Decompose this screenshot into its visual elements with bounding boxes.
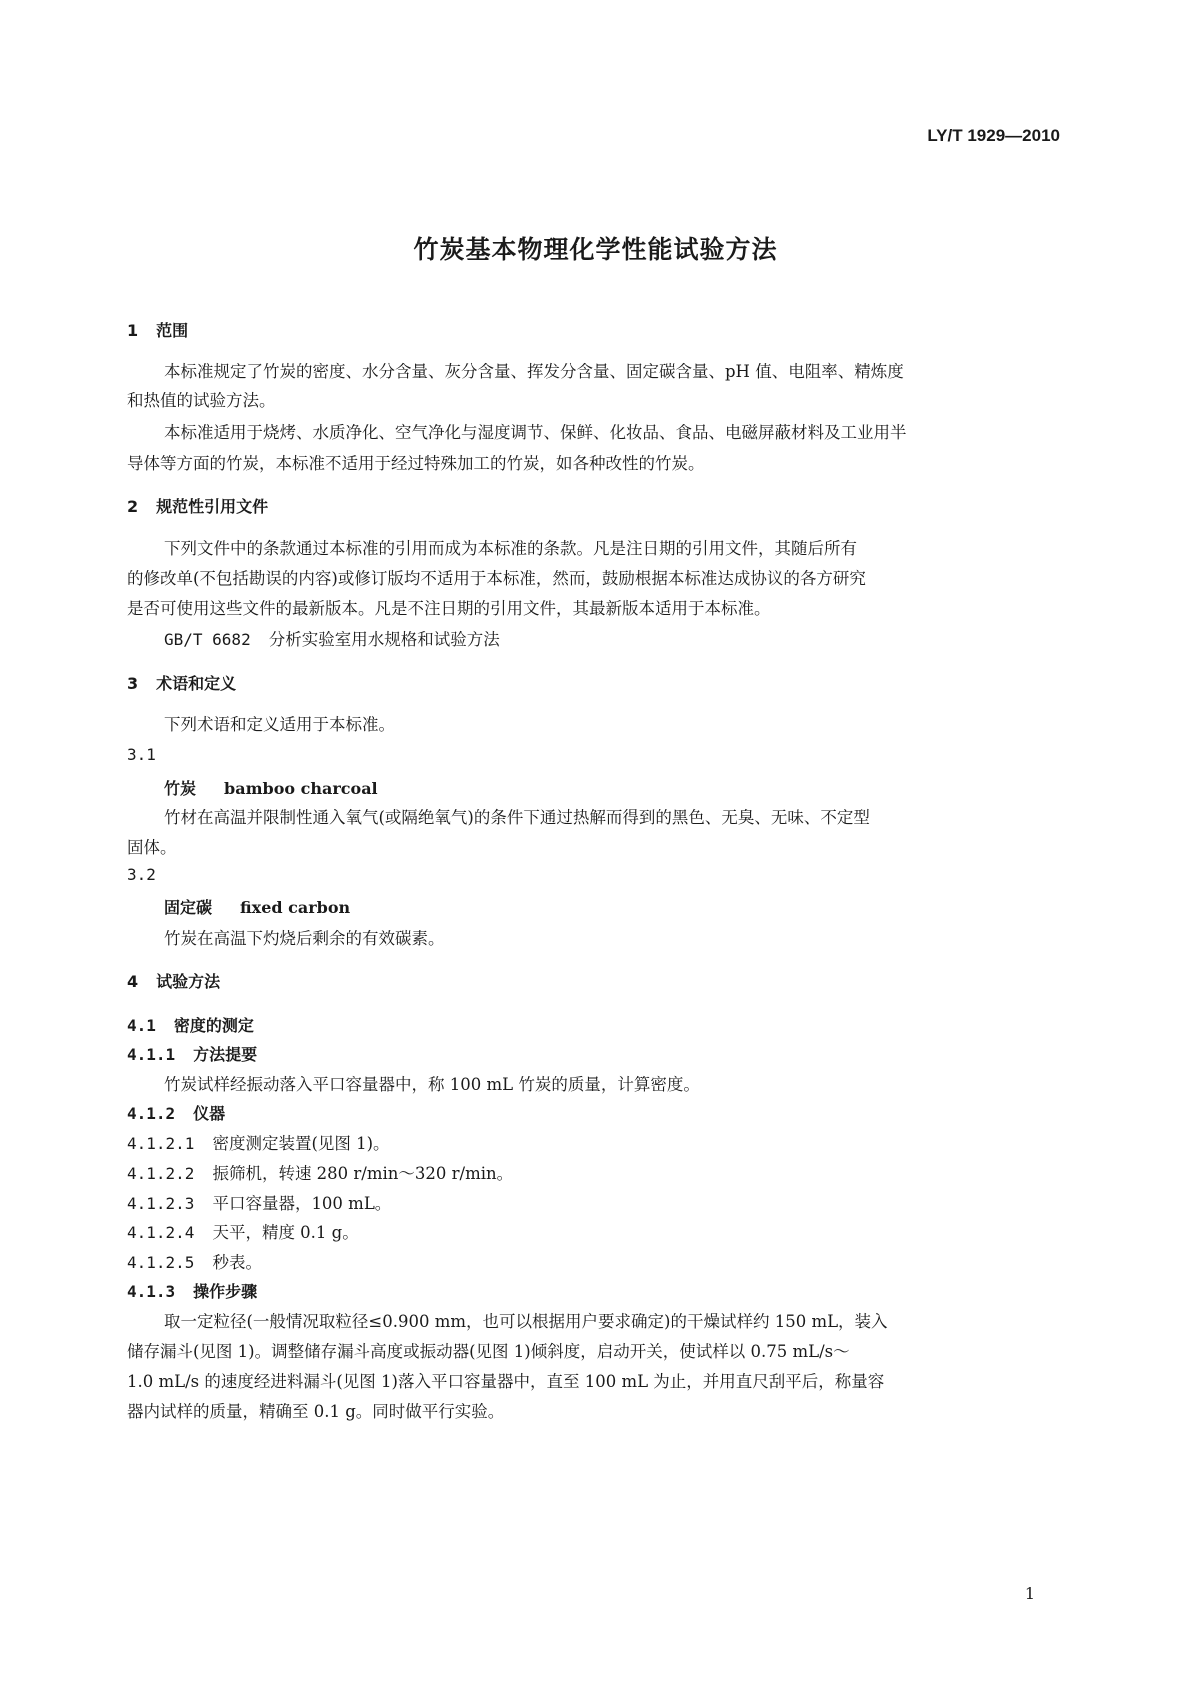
term-2-number: 3.2	[127, 865, 156, 884]
standard-code: LY/T 1929—2010	[927, 126, 1060, 145]
list-item	[127, 1130, 390, 1154]
section-2-heading	[127, 494, 268, 517]
section-4-1-1-heading	[127, 1042, 257, 1065]
item-text: 平口容量器，100 mL。	[212, 1194, 392, 1213]
term-2-english: fixed carbon	[240, 898, 351, 917]
section-4-1-3-line-3: 1.0 mL/s 的速度经进料漏斗(见图 1)落入平口容量器中，直至 100 mL 为止，并用直尺刮平后，称量容	[127, 1372, 885, 1391]
section-1-heading	[127, 318, 188, 341]
section-4-1-title: 密度的测定	[173, 1016, 254, 1035]
section-1-title: 范围	[156, 321, 189, 340]
section-4-1-1-text: 竹炭试样经振动落入平口容量器中，称 100 mL 竹炭的质量，计算密度。	[164, 1075, 700, 1094]
item-text: 秒表。	[212, 1253, 262, 1272]
item-text: 振筛机，转速 280 r/min～320 r/min。	[212, 1164, 514, 1183]
section-3-intro: 下列术语和定义适用于本标准。	[164, 715, 395, 734]
section-1-paragraph-2-line-2: 导体等方面的竹炭，本标准不适用于经过特殊加工的竹炭，如各种改性的竹炭。	[127, 454, 705, 473]
section-4-1-1-number: 4.1.1	[127, 1045, 176, 1064]
section-4-1-3-heading	[127, 1279, 257, 1302]
item-number: 4.1.2.4	[127, 1223, 195, 1242]
section-1-paragraph-1-line-1: 本标准规定了竹炭的密度、水分含量、灰分含量、挥发分含量、固定碳含量、pH 值、电阻率、精炼度	[164, 362, 904, 381]
section-4-1-2-number: 4.1.2	[127, 1104, 176, 1123]
section-3-title: 术语和定义	[156, 674, 237, 693]
term-2-chinese: 固定碳	[164, 898, 213, 917]
section-4-1-2-heading	[127, 1101, 225, 1124]
document-title: 竹炭基本物理化学性能试验方法	[413, 235, 778, 264]
section-4-1-3-line-2: 储存漏斗(见图 1)。调整储存漏斗高度或振动器(见图 1)倾斜度，启动开关，使试样以 0.75 mL/s～	[127, 1342, 850, 1361]
section-4-1-heading	[127, 1013, 254, 1036]
term-1-english: bamboo charcoal	[224, 779, 378, 798]
section-4-1-number: 4.1	[127, 1016, 156, 1035]
section-4-heading	[127, 969, 220, 992]
term-1-heading	[164, 776, 378, 799]
term-1-definition-line-1: 竹材在高温并限制性通入氧气(或隔绝氧气)的条件下通过热解而得到的黑色、无臭、无味、不定型	[164, 808, 870, 827]
section-2-paragraph-line-3: 是否可使用这些文件的最新版本。凡是不注日期的引用文件，其最新版本适用于本标准。	[127, 599, 771, 618]
normative-reference	[164, 626, 500, 650]
section-1-paragraph-2-line-1: 本标准适用于烧烤、水质净化、空气净化与湿度调节、保鲜、化妆品、食品、电磁屏蔽材料及工业用半	[164, 423, 907, 442]
section-2-paragraph-line-2: 的修改单(不包括勘误的内容)或修订版均不适用于本标准，然而，鼓励根据本标准达成协议的各方研究	[127, 569, 866, 588]
section-3-number: 3	[127, 674, 139, 693]
section-1-paragraph-1-line-2: 和热值的试验方法。	[127, 391, 276, 410]
item-number: 4.1.2.3	[127, 1194, 195, 1213]
list-item	[127, 1190, 391, 1214]
term-2-heading	[164, 895, 350, 918]
section-2-paragraph-line-1: 下列文件中的条款通过本标准的引用而成为本标准的条款。凡是注日期的引用文件，其随后所有	[164, 539, 857, 558]
item-number: 4.1.2.5	[127, 1253, 195, 1272]
page-number: 1	[1024, 1584, 1035, 1603]
list-item	[127, 1249, 262, 1273]
section-4-1-1-title: 方法提要	[193, 1045, 258, 1064]
section-1-number: 1	[127, 321, 139, 340]
item-number: 4.1.2.2	[127, 1164, 195, 1183]
item-text: 密度测定装置(见图 1)。	[212, 1134, 390, 1153]
term-1-number: 3.1	[127, 745, 156, 764]
term-1-definition-line-2: 固体。	[127, 838, 177, 857]
section-4-1-3-line-1: 取一定粒径(一般情况取粒径≤0.900 mm，也可以根据用户要求确定)的干燥试样约 150 mL，装入	[164, 1312, 888, 1331]
item-text: 天平，精度 0.1 g。	[212, 1223, 359, 1242]
list-item	[127, 1160, 513, 1184]
section-4-number: 4	[127, 972, 139, 991]
term-1-chinese: 竹炭	[164, 779, 197, 798]
list-item	[127, 1219, 359, 1243]
item-number: 4.1.2.1	[127, 1134, 195, 1153]
section-2-number: 2	[127, 497, 139, 516]
term-2-definition: 竹炭在高温下灼烧后剩余的有效碳素。	[164, 929, 445, 948]
section-4-1-3-title: 操作步骤	[193, 1282, 258, 1301]
section-2-title: 规范性引用文件	[156, 497, 269, 516]
section-4-title: 试验方法	[156, 972, 221, 991]
section-4-1-3-number: 4.1.3	[127, 1282, 176, 1301]
section-4-1-2-title: 仪器	[193, 1104, 226, 1123]
section-3-heading	[127, 671, 236, 694]
reference-code: GB/T 6682	[164, 630, 251, 649]
reference-title: 分析实验室用水规格和试验方法	[268, 630, 500, 649]
section-4-1-3-line-4: 器内试样的质量，精确至 0.1 g。同时做平行实验。	[127, 1402, 505, 1421]
